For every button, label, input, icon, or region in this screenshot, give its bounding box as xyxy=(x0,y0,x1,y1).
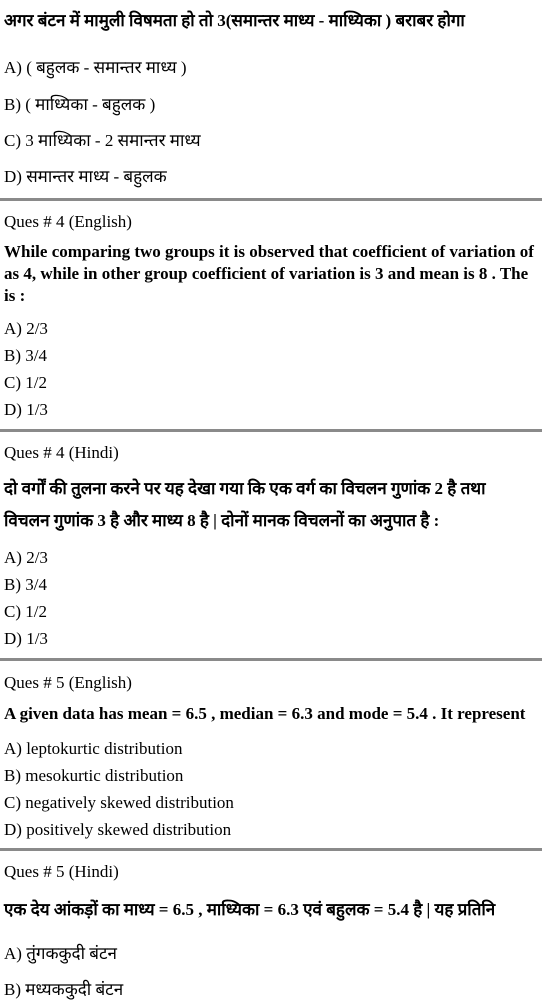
option-c[interactable]: C) 3 माध्यिका - 2 समान्तर माध्य xyxy=(4,131,201,150)
question-text: एक देय आंकड़ों का माध्य = 6.5 , माध्यिका = 6.3 एवं बहुलक = 5.4 है | यह प्रतिनि xyxy=(4,900,496,919)
section-divider xyxy=(0,848,542,851)
question-text-line-2: विचलन गुणांक 3 है और माध्य 8 है | दोनों मानक विचलनों का अनुपात है : xyxy=(4,511,440,530)
section-divider xyxy=(0,658,542,661)
option-d[interactable]: D) 1/3 xyxy=(4,400,48,419)
question-header: Ques # 5 (Hindi) xyxy=(4,862,119,881)
question-text-line-1: दो वर्गों की तुलना करने पर यह देखा गया कि एक वर्ग का विचलन गुणांक 2 है तथा xyxy=(4,479,486,498)
option-b[interactable]: B) mesokurtic distribution xyxy=(4,766,184,785)
question-text: अगर बंटन में मामुली विषमता हो तो 3(समान्तर माध्य - माध्यिका ) बराबर होगा xyxy=(4,11,465,30)
option-d[interactable]: D) 1/3 xyxy=(4,629,48,648)
option-c[interactable]: C) 1/2 xyxy=(4,373,47,392)
option-a[interactable]: A) leptokurtic distribution xyxy=(4,739,183,758)
question-text: A given data has mean = 6.5 , median = 6.3 and mode = 5.4 . It represent xyxy=(4,704,526,723)
section-divider xyxy=(0,198,542,201)
option-d[interactable]: D) समान्तर माध्य - बहुलक xyxy=(4,167,167,186)
option-b[interactable]: B) 3/4 xyxy=(4,346,47,365)
question-header: Ques # 5 (English) xyxy=(4,673,132,692)
question-text-line-2: as 4, while in other group coefficient of variation is 3 and mean is 8 . The xyxy=(4,264,529,283)
option-a[interactable]: A) ( बहुलक - समान्तर माध्य ) xyxy=(4,58,187,77)
question-text-line-1: While comparing two groups it is observed that coefficient of variation of xyxy=(4,242,534,261)
option-a[interactable]: A) 2/3 xyxy=(4,548,48,567)
option-b[interactable]: B) मध्यककुदी बंटन xyxy=(4,980,124,999)
option-c[interactable]: C) 1/2 xyxy=(4,602,47,621)
question-header: Ques # 4 (Hindi) xyxy=(4,443,119,462)
section-divider xyxy=(0,429,542,432)
question-header: Ques # 4 (English) xyxy=(4,212,132,231)
option-a[interactable]: A) 2/3 xyxy=(4,319,48,338)
option-d[interactable]: D) positively skewed distribution xyxy=(4,820,232,839)
question-text-line-3: is : xyxy=(4,286,26,305)
option-b[interactable]: B) 3/4 xyxy=(4,575,47,594)
option-a[interactable]: A) तुंगककुदी बंटन xyxy=(4,944,117,963)
option-c[interactable]: C) negatively skewed distribution xyxy=(4,793,234,812)
option-b[interactable]: B) ( माध्यिका - बहुलक ) xyxy=(4,95,156,114)
